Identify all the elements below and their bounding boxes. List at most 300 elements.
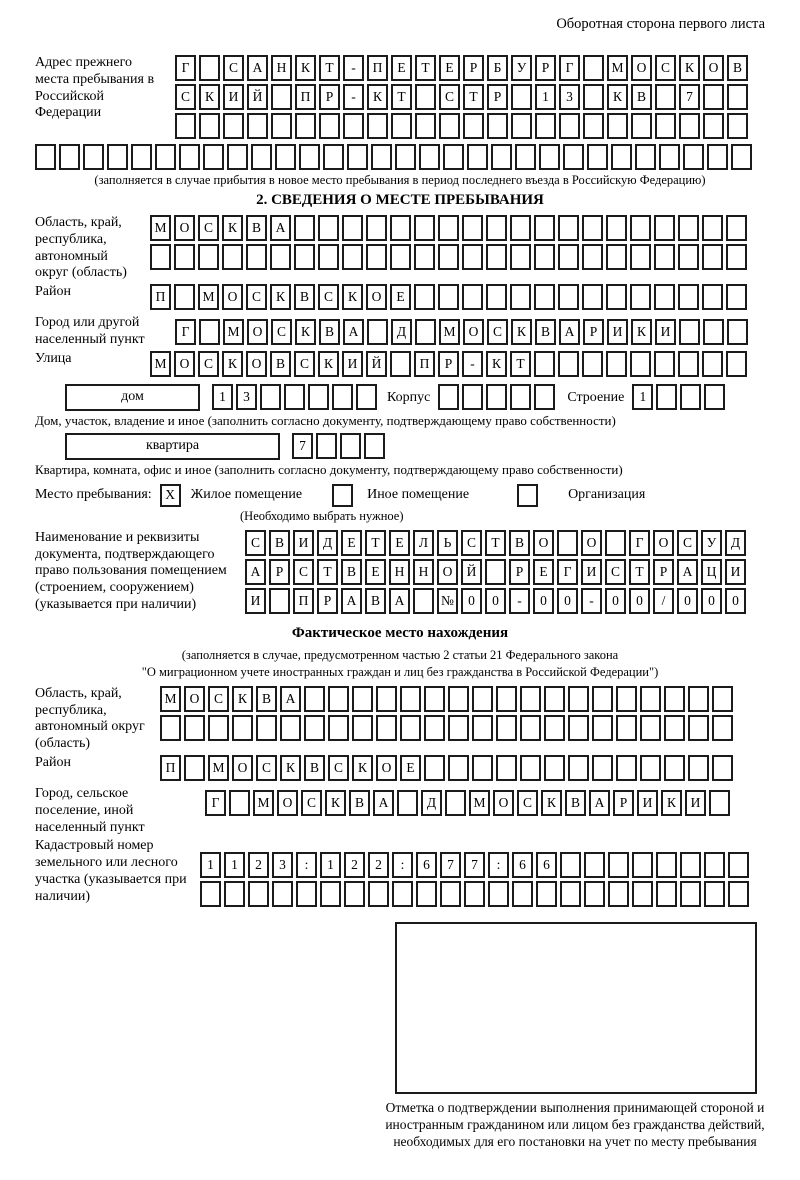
char-cell[interactable] <box>728 881 749 907</box>
char-cell[interactable]: 1 <box>200 852 221 878</box>
char-cell[interactable]: Р <box>613 790 634 816</box>
char-cell[interactable]: В <box>270 351 291 377</box>
char-cell[interactable]: Н <box>271 55 292 81</box>
char-cell[interactable] <box>607 113 628 139</box>
char-cell[interactable] <box>702 351 723 377</box>
char-cell[interactable] <box>520 755 541 781</box>
char-cell[interactable]: К <box>295 55 316 81</box>
char-cell[interactable] <box>413 588 434 614</box>
char-cell[interactable]: И <box>607 319 628 345</box>
char-cell[interactable] <box>702 244 723 270</box>
char-cell[interactable] <box>414 244 435 270</box>
char-cell[interactable] <box>640 755 661 781</box>
char-cell[interactable] <box>174 244 195 270</box>
char-cell[interactable]: 1 <box>632 384 653 410</box>
char-cell[interactable] <box>703 319 724 345</box>
char-cell[interactable]: М <box>150 215 171 241</box>
char-cell[interactable] <box>511 113 532 139</box>
char-cell[interactable]: 6 <box>416 852 437 878</box>
char-cell[interactable]: О <box>174 215 195 241</box>
char-cell[interactable] <box>229 790 250 816</box>
char-cell[interactable]: Р <box>583 319 604 345</box>
korpus-cells[interactable] <box>438 384 555 410</box>
char-cell[interactable] <box>630 284 651 310</box>
char-cell[interactable]: У <box>701 530 722 556</box>
char-cell[interactable]: О <box>703 55 724 81</box>
char-cell[interactable] <box>179 144 200 170</box>
char-cell[interactable] <box>198 244 219 270</box>
char-cell[interactable]: Д <box>391 319 412 345</box>
char-cell[interactable] <box>688 715 709 741</box>
char-cell[interactable] <box>295 113 316 139</box>
char-cell[interactable]: П <box>293 588 314 614</box>
char-cell[interactable] <box>438 284 459 310</box>
char-cell[interactable] <box>712 715 733 741</box>
char-cell[interactable]: К <box>679 55 700 81</box>
char-cell[interactable]: Е <box>389 530 410 556</box>
char-cell[interactable] <box>654 284 675 310</box>
char-cell[interactable] <box>712 755 733 781</box>
char-cell[interactable] <box>584 881 605 907</box>
char-cell[interactable]: А <box>677 559 698 585</box>
document-row-2[interactable] <box>245 559 746 585</box>
char-cell[interactable] <box>680 852 701 878</box>
char-cell[interactable]: 7 <box>440 852 461 878</box>
char-cell[interactable]: С <box>293 559 314 585</box>
char-cell[interactable] <box>702 284 723 310</box>
char-cell[interactable]: П <box>414 351 435 377</box>
char-cell[interactable]: К <box>342 284 363 310</box>
char-cell[interactable]: Т <box>485 530 506 556</box>
char-cell[interactable] <box>616 686 637 712</box>
char-cell[interactable] <box>536 881 557 907</box>
char-cell[interactable] <box>487 113 508 139</box>
char-cell[interactable]: С <box>208 686 229 712</box>
char-cell[interactable] <box>512 881 533 907</box>
char-cell[interactable] <box>709 790 730 816</box>
char-cell[interactable]: В <box>535 319 556 345</box>
char-cell[interactable] <box>424 686 445 712</box>
char-cell[interactable]: Р <box>319 84 340 110</box>
char-cell[interactable]: И <box>342 351 363 377</box>
char-cell[interactable]: Т <box>365 530 386 556</box>
char-cell[interactable] <box>294 244 315 270</box>
char-cell[interactable] <box>511 84 532 110</box>
char-cell[interactable] <box>703 113 724 139</box>
char-cell[interactable] <box>414 284 435 310</box>
char-cell[interactable]: В <box>349 790 370 816</box>
prev-address-row-2[interactable] <box>175 84 748 110</box>
char-cell[interactable]: 0 <box>677 588 698 614</box>
char-cell[interactable]: М <box>160 686 181 712</box>
char-cell[interactable] <box>131 144 152 170</box>
char-cell[interactable]: Р <box>438 351 459 377</box>
char-cell[interactable]: 0 <box>605 588 626 614</box>
char-cell[interactable] <box>439 113 460 139</box>
char-cell[interactable] <box>535 113 556 139</box>
char-cell[interactable] <box>199 319 220 345</box>
char-cell[interactable]: А <box>245 559 266 585</box>
char-cell[interactable] <box>592 755 613 781</box>
char-cell[interactable] <box>472 715 493 741</box>
char-cell[interactable]: О <box>533 530 554 556</box>
char-cell[interactable] <box>251 144 272 170</box>
char-cell[interactable]: - <box>581 588 602 614</box>
char-cell[interactable]: О <box>581 530 602 556</box>
char-cell[interactable] <box>367 113 388 139</box>
document-row-1[interactable] <box>245 530 746 556</box>
char-cell[interactable] <box>390 351 411 377</box>
char-cell[interactable] <box>630 215 651 241</box>
char-cell[interactable]: С <box>271 319 292 345</box>
char-cell[interactable] <box>256 715 277 741</box>
char-cell[interactable] <box>366 244 387 270</box>
char-cell[interactable]: К <box>295 319 316 345</box>
char-cell[interactable] <box>583 113 604 139</box>
char-cell[interactable] <box>712 686 733 712</box>
char-cell[interactable]: № <box>437 588 458 614</box>
char-cell[interactable] <box>443 144 464 170</box>
char-cell[interactable] <box>271 84 292 110</box>
char-cell[interactable] <box>726 351 747 377</box>
char-cell[interactable] <box>707 144 728 170</box>
char-cell[interactable]: В <box>304 755 325 781</box>
char-cell[interactable]: - <box>343 55 364 81</box>
char-cell[interactable] <box>308 384 329 410</box>
char-cell[interactable] <box>175 113 196 139</box>
char-cell[interactable]: М <box>469 790 490 816</box>
char-cell[interactable] <box>199 55 220 81</box>
char-cell[interactable]: С <box>605 559 626 585</box>
char-cell[interactable] <box>419 144 440 170</box>
char-cell[interactable] <box>232 715 253 741</box>
char-cell[interactable] <box>203 144 224 170</box>
char-cell[interactable] <box>270 244 291 270</box>
char-cell[interactable] <box>376 715 397 741</box>
char-cell[interactable] <box>462 384 483 410</box>
char-cell[interactable]: А <box>247 55 268 81</box>
char-cell[interactable] <box>539 144 560 170</box>
char-cell[interactable] <box>464 881 485 907</box>
char-cell[interactable]: И <box>655 319 676 345</box>
street-row[interactable] <box>150 351 747 377</box>
char-cell[interactable] <box>678 215 699 241</box>
char-cell[interactable] <box>448 755 469 781</box>
char-cell[interactable]: С <box>245 530 266 556</box>
char-cell[interactable] <box>227 144 248 170</box>
char-cell[interactable]: О <box>376 755 397 781</box>
char-cell[interactable]: М <box>439 319 460 345</box>
char-cell[interactable] <box>400 686 421 712</box>
char-cell[interactable] <box>704 852 725 878</box>
char-cell[interactable] <box>319 113 340 139</box>
char-cell[interactable] <box>397 790 418 816</box>
char-cell[interactable]: О <box>222 284 243 310</box>
char-cell[interactable] <box>534 351 555 377</box>
char-cell[interactable]: У <box>511 55 532 81</box>
char-cell[interactable]: А <box>373 790 394 816</box>
char-cell[interactable] <box>664 755 685 781</box>
checkbox-organization[interactable] <box>517 484 538 507</box>
char-cell[interactable]: С <box>461 530 482 556</box>
char-cell[interactable]: О <box>366 284 387 310</box>
char-cell[interactable] <box>683 144 704 170</box>
char-cell[interactable]: С <box>328 755 349 781</box>
char-cell[interactable]: К <box>367 84 388 110</box>
char-cell[interactable]: 6 <box>536 852 557 878</box>
char-cell[interactable] <box>560 881 581 907</box>
char-cell[interactable]: К <box>280 755 301 781</box>
char-cell[interactable]: Д <box>725 530 746 556</box>
char-cell[interactable]: С <box>655 55 676 81</box>
char-cell[interactable] <box>392 881 413 907</box>
char-cell[interactable] <box>424 755 445 781</box>
char-cell[interactable]: Г <box>205 790 226 816</box>
char-cell[interactable] <box>448 715 469 741</box>
char-cell[interactable] <box>583 84 604 110</box>
char-cell[interactable] <box>438 215 459 241</box>
char-cell[interactable] <box>184 715 205 741</box>
cadastral-row-1[interactable] <box>200 852 749 878</box>
prev-address-row-1[interactable] <box>175 55 748 81</box>
char-cell[interactable] <box>199 113 220 139</box>
char-cell[interactable] <box>174 284 195 310</box>
char-cell[interactable]: К <box>270 284 291 310</box>
char-cell[interactable]: Й <box>461 559 482 585</box>
char-cell[interactable] <box>568 715 589 741</box>
prev-address-row-3[interactable] <box>175 113 748 139</box>
char-cell[interactable] <box>704 881 725 907</box>
char-cell[interactable] <box>728 852 749 878</box>
char-cell[interactable] <box>342 244 363 270</box>
char-cell[interactable] <box>415 319 436 345</box>
char-cell[interactable]: М <box>223 319 244 345</box>
char-cell[interactable] <box>294 215 315 241</box>
char-cell[interactable]: М <box>198 284 219 310</box>
char-cell[interactable] <box>200 881 221 907</box>
char-cell[interactable]: В <box>727 55 748 81</box>
char-cell[interactable] <box>558 284 579 310</box>
char-cell[interactable] <box>485 559 506 585</box>
char-cell[interactable]: Р <box>509 559 530 585</box>
char-cell[interactable] <box>299 144 320 170</box>
char-cell[interactable]: Е <box>391 55 412 81</box>
char-cell[interactable] <box>664 715 685 741</box>
char-cell[interactable]: К <box>222 215 243 241</box>
char-cell[interactable] <box>486 244 507 270</box>
char-cell[interactable]: В <box>319 319 340 345</box>
char-cell[interactable] <box>534 244 555 270</box>
char-cell[interactable]: 0 <box>701 588 722 614</box>
char-cell[interactable]: 1 <box>535 84 556 110</box>
char-cell[interactable]: 0 <box>533 588 554 614</box>
char-cell[interactable]: С <box>294 351 315 377</box>
char-cell[interactable] <box>486 284 507 310</box>
char-cell[interactable]: Й <box>366 351 387 377</box>
char-cell[interactable] <box>679 319 700 345</box>
char-cell[interactable]: С <box>677 530 698 556</box>
char-cell[interactable] <box>491 144 512 170</box>
char-cell[interactable] <box>680 384 701 410</box>
char-cell[interactable] <box>371 144 392 170</box>
char-cell[interactable] <box>275 144 296 170</box>
char-cell[interactable] <box>678 351 699 377</box>
char-cell[interactable]: / <box>653 588 674 614</box>
char-cell[interactable] <box>296 881 317 907</box>
char-cell[interactable] <box>703 84 724 110</box>
char-cell[interactable] <box>343 113 364 139</box>
char-cell[interactable]: А <box>341 588 362 614</box>
char-cell[interactable] <box>356 384 377 410</box>
char-cell[interactable] <box>272 881 293 907</box>
char-cell[interactable] <box>344 881 365 907</box>
char-cell[interactable]: : <box>392 852 413 878</box>
char-cell[interactable] <box>608 881 629 907</box>
char-cell[interactable]: С <box>175 84 196 110</box>
char-cell[interactable] <box>640 686 661 712</box>
char-cell[interactable]: А <box>559 319 580 345</box>
char-cell[interactable] <box>284 384 305 410</box>
char-cell[interactable] <box>438 244 459 270</box>
char-cell[interactable]: В <box>341 559 362 585</box>
char-cell[interactable] <box>462 244 483 270</box>
char-cell[interactable]: 0 <box>485 588 506 614</box>
char-cell[interactable] <box>635 144 656 170</box>
char-cell[interactable] <box>606 244 627 270</box>
char-cell[interactable]: Н <box>413 559 434 585</box>
char-cell[interactable] <box>655 84 676 110</box>
char-cell[interactable] <box>376 686 397 712</box>
char-cell[interactable] <box>416 881 437 907</box>
char-cell[interactable]: И <box>245 588 266 614</box>
char-cell[interactable]: С <box>487 319 508 345</box>
char-cell[interactable]: 2 <box>344 852 365 878</box>
char-cell[interactable]: Т <box>629 559 650 585</box>
char-cell[interactable] <box>559 113 580 139</box>
char-cell[interactable] <box>271 113 292 139</box>
char-cell[interactable] <box>568 686 589 712</box>
char-cell[interactable]: О <box>246 351 267 377</box>
cadastral-row-2[interactable] <box>200 881 749 907</box>
region-row-1[interactable] <box>150 215 747 241</box>
char-cell[interactable]: С <box>439 84 460 110</box>
char-cell[interactable]: Т <box>319 55 340 81</box>
char-cell[interactable] <box>488 881 509 907</box>
char-cell[interactable]: 2 <box>248 852 269 878</box>
char-cell[interactable] <box>587 144 608 170</box>
char-cell[interactable] <box>655 113 676 139</box>
char-cell[interactable] <box>160 715 181 741</box>
char-cell[interactable]: К <box>318 351 339 377</box>
char-cell[interactable] <box>248 881 269 907</box>
char-cell[interactable] <box>280 715 301 741</box>
char-cell[interactable] <box>35 144 56 170</box>
char-cell[interactable]: Б <box>487 55 508 81</box>
char-cell[interactable] <box>582 244 603 270</box>
char-cell[interactable]: О <box>184 686 205 712</box>
char-cell[interactable] <box>630 351 651 377</box>
char-cell[interactable] <box>611 144 632 170</box>
char-cell[interactable] <box>318 215 339 241</box>
char-cell[interactable] <box>328 686 349 712</box>
char-cell[interactable] <box>606 215 627 241</box>
char-cell[interactable]: О <box>437 559 458 585</box>
char-cell[interactable] <box>247 113 268 139</box>
char-cell[interactable] <box>400 715 421 741</box>
char-cell[interactable] <box>367 319 388 345</box>
char-cell[interactable]: Е <box>390 284 411 310</box>
char-cell[interactable] <box>107 144 128 170</box>
district-row[interactable] <box>150 284 747 310</box>
char-cell[interactable] <box>520 686 541 712</box>
char-cell[interactable] <box>448 686 469 712</box>
char-cell[interactable] <box>630 244 651 270</box>
actual-city-row[interactable] <box>205 790 730 816</box>
char-cell[interactable]: И <box>637 790 658 816</box>
char-cell[interactable]: М <box>208 755 229 781</box>
char-cell[interactable] <box>415 84 436 110</box>
char-cell[interactable] <box>414 215 435 241</box>
char-cell[interactable] <box>463 113 484 139</box>
char-cell[interactable]: П <box>150 284 171 310</box>
char-cell[interactable] <box>496 715 517 741</box>
char-cell[interactable] <box>246 244 267 270</box>
char-cell[interactable] <box>654 351 675 377</box>
char-cell[interactable]: Р <box>317 588 338 614</box>
city-row[interactable] <box>175 319 748 345</box>
char-cell[interactable]: И <box>725 559 746 585</box>
char-cell[interactable]: Й <box>247 84 268 110</box>
char-cell[interactable] <box>323 144 344 170</box>
char-cell[interactable]: П <box>367 55 388 81</box>
char-cell[interactable] <box>510 215 531 241</box>
char-cell[interactable] <box>632 852 653 878</box>
char-cell[interactable]: О <box>277 790 298 816</box>
char-cell[interactable] <box>678 284 699 310</box>
actual-region-row-1[interactable] <box>160 686 733 712</box>
char-cell[interactable] <box>563 144 584 170</box>
stroenie-cells[interactable] <box>632 384 725 410</box>
char-cell[interactable] <box>260 384 281 410</box>
char-cell[interactable]: К <box>199 84 220 110</box>
char-cell[interactable]: - <box>462 351 483 377</box>
char-cell[interactable] <box>510 284 531 310</box>
char-cell[interactable] <box>462 284 483 310</box>
char-cell[interactable]: Р <box>269 559 290 585</box>
char-cell[interactable]: В <box>565 790 586 816</box>
char-cell[interactable] <box>304 715 325 741</box>
char-cell[interactable]: 3 <box>236 384 257 410</box>
char-cell[interactable] <box>462 215 483 241</box>
region-row-2[interactable] <box>150 244 747 270</box>
char-cell[interactable] <box>616 755 637 781</box>
char-cell[interactable] <box>496 686 517 712</box>
char-cell[interactable] <box>368 881 389 907</box>
char-cell[interactable] <box>727 84 748 110</box>
actual-district-row[interactable] <box>160 755 733 781</box>
char-cell[interactable] <box>515 144 536 170</box>
char-cell[interactable] <box>320 881 341 907</box>
char-cell[interactable] <box>726 284 747 310</box>
char-cell[interactable]: О <box>232 755 253 781</box>
char-cell[interactable]: И <box>685 790 706 816</box>
char-cell[interactable] <box>592 686 613 712</box>
char-cell[interactable] <box>347 144 368 170</box>
char-cell[interactable] <box>366 215 387 241</box>
char-cell[interactable]: Е <box>439 55 460 81</box>
char-cell[interactable]: С <box>256 755 277 781</box>
char-cell[interactable] <box>486 215 507 241</box>
